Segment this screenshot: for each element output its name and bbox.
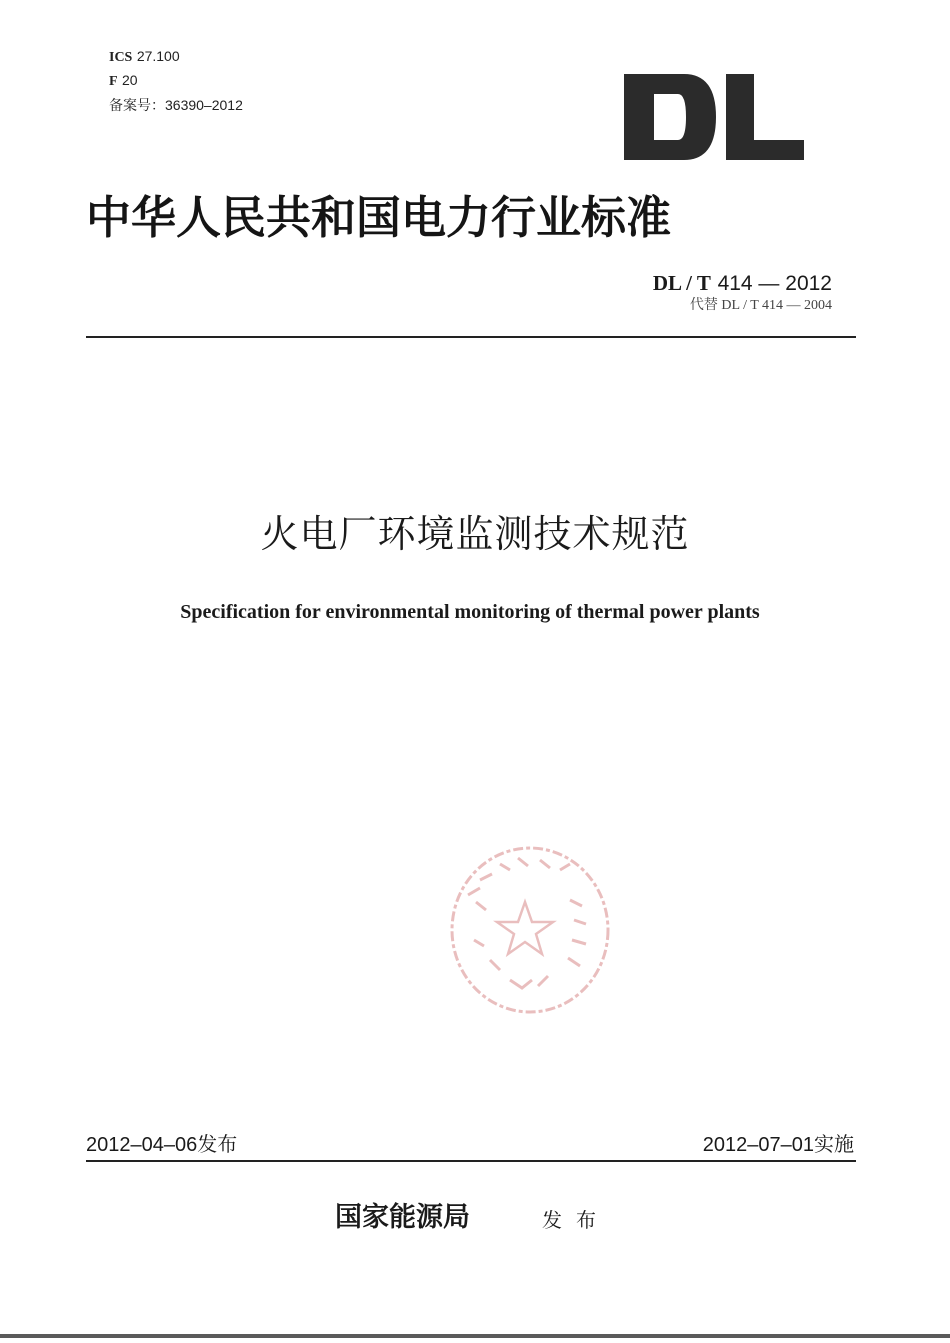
standard-num: 414 — 2012 [717,272,832,295]
record-number: 36390–2012 [165,97,243,113]
english-title: Specification for environmental monitoring of thermal power plants [180,601,760,623]
dl-logo [622,72,806,162]
industry-standard-title: 中华人民共和国电力行业标准 [86,191,672,244]
standard-number [653,271,832,296]
ics-line [109,47,180,67]
top-divider [86,336,856,338]
chinese-title: 火电厂环境监测技术规范 [260,512,690,556]
record-line [109,96,243,115]
effective-date [703,1131,854,1158]
publish-action: 发布 [542,1208,610,1232]
dl-logo-shapes [624,74,804,160]
standard-code: DL / T [652,271,711,295]
publisher-name: 国家能源局 [335,1202,470,1233]
ics-code: 27.100 [136,48,180,64]
effective-date-value: 2012–07–01 [702,1134,814,1156]
page-edge [0,1334,950,1338]
issue-date [86,1131,237,1158]
bottom-divider [86,1160,856,1162]
record-label: 备案号： [109,98,165,114]
replaces-standard: 代替 DL / T 414 — 2004 [689,298,832,313]
issue-date-suffix: 发布 [197,1132,238,1156]
category-line [109,71,138,91]
issue-date-value: 2012–04–06 [86,1134,198,1156]
official-seal [440,840,615,1020]
category-label: F [109,74,118,89]
category-code: 20 [122,72,138,88]
seal-graphic [452,848,608,1012]
ics-label: ICS [109,50,133,65]
effective-date-suffix: 实施 [814,1132,854,1156]
